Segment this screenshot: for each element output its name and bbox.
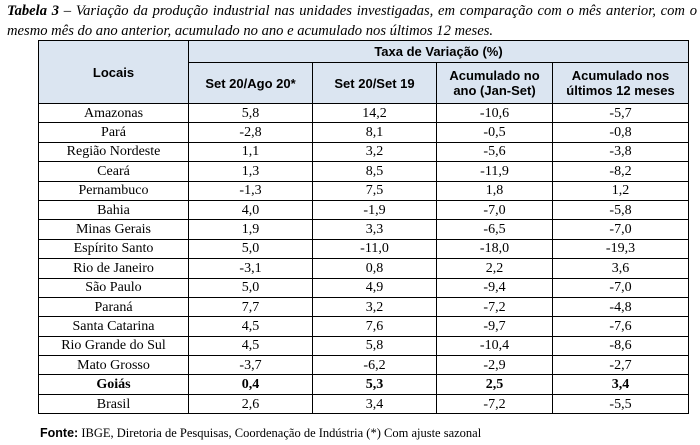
cell-value: -0,5	[437, 123, 553, 142]
cell-value: -6,5	[437, 220, 553, 239]
row-local: Amazonas	[39, 104, 189, 123]
cell-value: 3,6	[553, 259, 689, 278]
row-local: Rio de Janeiro	[39, 259, 189, 278]
table-row	[39, 123, 689, 142]
row-local: Pernambuco	[39, 181, 189, 200]
column-header: Acumulado no ano (Jan-Set)	[437, 63, 553, 104]
cell-value: -7,0	[553, 220, 689, 239]
row-local: Bahia	[39, 200, 189, 219]
cell-value: -9,4	[437, 278, 553, 297]
cell-value: 5,0	[189, 239, 313, 258]
cell-value: 7,6	[313, 317, 437, 336]
row-local: Brasil	[39, 394, 189, 413]
cell-value: 3,4	[313, 394, 437, 413]
cell-value: 3,3	[313, 220, 437, 239]
table-row	[39, 356, 689, 375]
cell-value: 5,3	[313, 375, 437, 394]
cell-value: 4,5	[189, 317, 313, 336]
locais-header: Locais	[39, 41, 189, 104]
cell-value: -2,9	[437, 356, 553, 375]
cell-value: 0,8	[313, 259, 437, 278]
cell-value: 2,2	[437, 259, 553, 278]
cell-value: 8,5	[313, 162, 437, 181]
table-row	[39, 239, 689, 258]
cell-value: -7,0	[437, 200, 553, 219]
cell-value: 5,8	[189, 104, 313, 123]
cell-value: -2,7	[553, 356, 689, 375]
cell-value: -6,2	[313, 356, 437, 375]
table-row	[39, 142, 689, 161]
cell-value: -1,3	[189, 181, 313, 200]
source-text: IBGE, Diretoria de Pesquisas, Coordenação de Indústria (*) Com ajuste sazonal	[81, 426, 482, 440]
cell-value: 2,6	[189, 394, 313, 413]
table-row	[39, 181, 689, 200]
cell-value: -7,6	[553, 317, 689, 336]
table-body	[39, 104, 689, 414]
cell-value: 2,5	[437, 375, 553, 394]
row-local: Goiás	[39, 375, 189, 394]
cell-value: 7,5	[313, 181, 437, 200]
cell-value: -5,8	[553, 200, 689, 219]
row-local: Minas Gerais	[39, 220, 189, 239]
cell-value: 3,4	[553, 375, 689, 394]
column-header: Acumulado nos últimos 12 meses	[553, 63, 689, 104]
caption-label: Tabela 3	[7, 3, 60, 19]
cell-value: 1,1	[189, 142, 313, 161]
source-label: Fonte:	[40, 426, 79, 440]
cell-value: -3,1	[189, 259, 313, 278]
table-row	[39, 104, 689, 123]
cell-value: 7,7	[189, 297, 313, 316]
cell-value: 1,8	[437, 181, 553, 200]
table-caption	[7, 1, 697, 41]
cell-value: 1,9	[189, 220, 313, 239]
group-header: Taxa de Variação (%)	[189, 41, 689, 63]
row-local: Espírito Santo	[39, 239, 189, 258]
cell-value: -19,3	[553, 239, 689, 258]
cell-value: -18,0	[437, 239, 553, 258]
table-row	[39, 200, 689, 219]
table-row	[39, 336, 689, 355]
cell-value: 14,2	[313, 104, 437, 123]
cell-value: 4,5	[189, 336, 313, 355]
source-note	[40, 426, 481, 441]
data-table	[38, 40, 689, 414]
table-row	[39, 259, 689, 278]
cell-value: -8,6	[553, 336, 689, 355]
table-row	[39, 317, 689, 336]
cell-value: 4,0	[189, 200, 313, 219]
column-header: Set 20/Ago 20*	[189, 63, 313, 104]
table-row	[39, 278, 689, 297]
cell-value: -9,7	[437, 317, 553, 336]
cell-value: 0,4	[189, 375, 313, 394]
row-local: Ceará	[39, 162, 189, 181]
row-local: Mato Grosso	[39, 356, 189, 375]
cell-value: 3,2	[313, 142, 437, 161]
cell-value: -5,5	[553, 394, 689, 413]
table-row	[39, 375, 689, 394]
cell-value: -10,6	[437, 104, 553, 123]
column-header: Set 20/Set 19	[313, 63, 437, 104]
cell-value: -4,8	[553, 297, 689, 316]
cell-value: -5,7	[553, 104, 689, 123]
cell-value: -1,9	[313, 200, 437, 219]
table-row	[39, 297, 689, 316]
cell-value: -5,6	[437, 142, 553, 161]
cell-value: -7,2	[437, 394, 553, 413]
table-row	[39, 162, 689, 181]
cell-value: 1,3	[189, 162, 313, 181]
row-local: Rio Grande do Sul	[39, 336, 189, 355]
caption-text: – Variação da produção industrial nas unidades investigadas, em comparação com o mês anterior, com o mesmo mês do ano anterior, acumulado no ano e acumulado nos últimos 12 meses.	[7, 3, 697, 39]
cell-value: 5,8	[313, 336, 437, 355]
cell-value: -10,4	[437, 336, 553, 355]
cell-value: -0,8	[553, 123, 689, 142]
cell-value: -7,0	[553, 278, 689, 297]
cell-value: -3,7	[189, 356, 313, 375]
cell-value: 5,0	[189, 278, 313, 297]
row-local: Santa Catarina	[39, 317, 189, 336]
table-row	[39, 394, 689, 413]
cell-value: 4,9	[313, 278, 437, 297]
row-local: Pará	[39, 123, 189, 142]
cell-value: -2,8	[189, 123, 313, 142]
cell-value: 8,1	[313, 123, 437, 142]
table-row	[39, 220, 689, 239]
cell-value: 3,2	[313, 297, 437, 316]
cell-value: -7,2	[437, 297, 553, 316]
cell-value: -11,0	[313, 239, 437, 258]
cell-value: -11,9	[437, 162, 553, 181]
row-local: São Paulo	[39, 278, 189, 297]
row-local: Região Nordeste	[39, 142, 189, 161]
row-local: Paraná	[39, 297, 189, 316]
cell-value: 1,2	[553, 181, 689, 200]
cell-value: -3,8	[553, 142, 689, 161]
cell-value: -8,2	[553, 162, 689, 181]
